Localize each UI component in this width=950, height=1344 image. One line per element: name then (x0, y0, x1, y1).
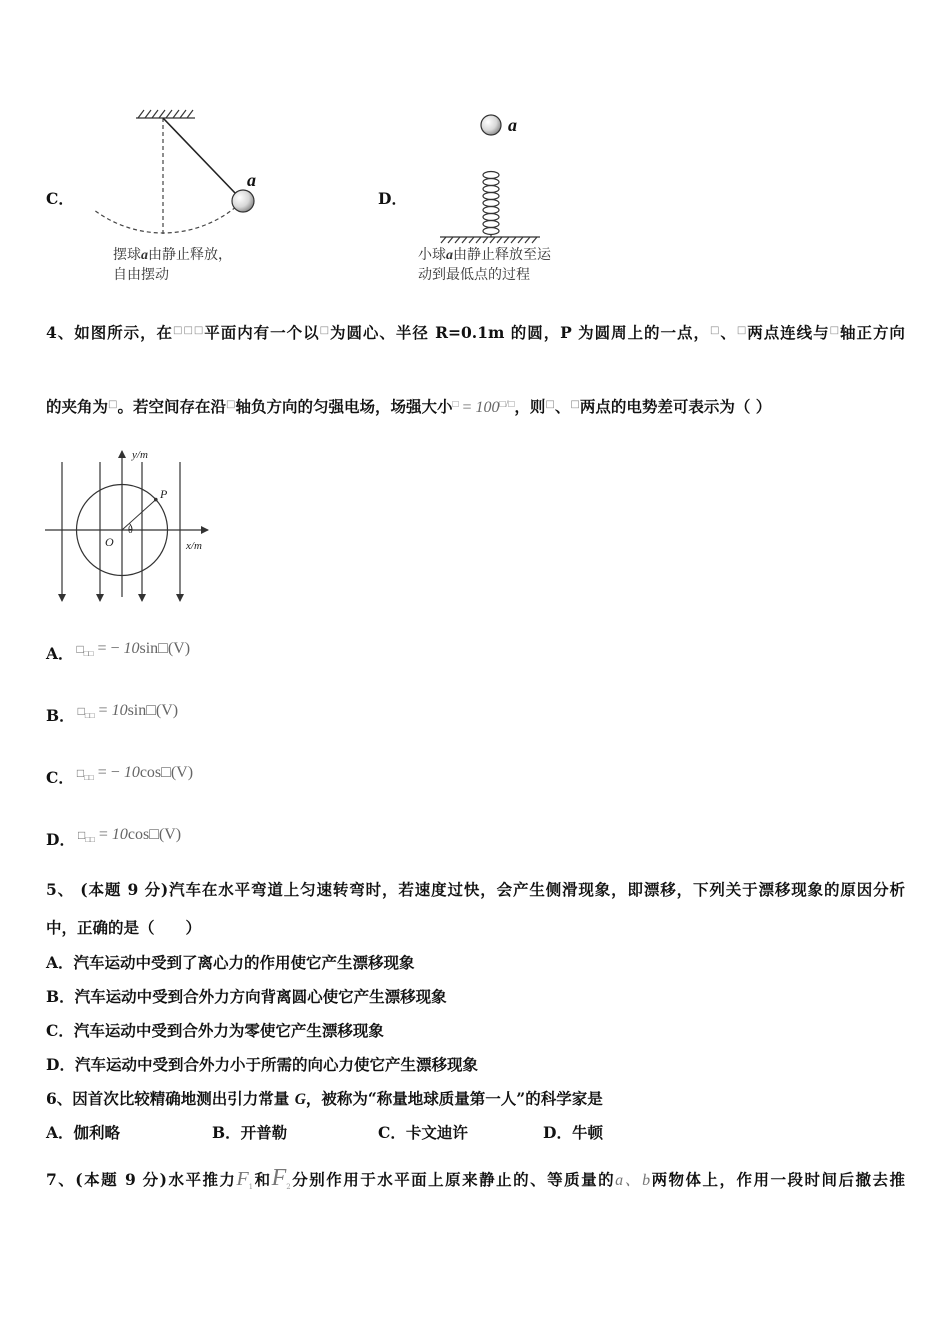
caption-var: a (446, 248, 453, 263)
q5-stem-line1: 5、 (本题 9 分)汽车在水平弯道上匀速转弯时，若速度过快，会产生侧滑现象，即漂移，下列关于漂移现象的原因分析 (46, 880, 905, 899)
q7-stem-line1 (46, 1165, 905, 1191)
trig-function: cos□ (139, 764, 171, 781)
trig-function: sin□ (139, 640, 168, 657)
option-label: A． (46, 953, 74, 972)
pendulum-figure (90, 100, 270, 245)
caption-var: a (141, 248, 148, 263)
caption-text: 小球 (418, 247, 446, 263)
stem-text: 两点连线与 (747, 323, 830, 342)
stem-text: 为圆心、半径 R=0.1m 的圆，P 为圆周上的一点， (329, 323, 710, 342)
q4-option-a (46, 640, 191, 670)
field-value: 100 (475, 399, 500, 416)
option-label: D． (543, 1123, 572, 1142)
force-f2-subscript: 2 (286, 1183, 291, 1191)
missing-glyph-subscript: □□ (84, 711, 95, 720)
field-strength-expression (452, 399, 514, 416)
stem-text: 的夹角为 (46, 397, 109, 416)
unit: (V) (158, 826, 182, 843)
option-expression (78, 702, 179, 719)
option-text: 卡文迪许 (405, 1123, 468, 1142)
stem-text: 两点的电势差可表示为（ ） (579, 397, 772, 416)
missing-glyph: □ (452, 399, 459, 410)
unit: (V) (170, 764, 194, 781)
option-text: 汽车运动中受到合外力小于所需的向心力使它产生漂移现象 (74, 1055, 478, 1074)
option-text: 牛顿 (571, 1123, 603, 1142)
field-unit: □/□ (499, 399, 515, 410)
missing-glyph-subscript: □□ (83, 649, 94, 658)
equals-sign: = (462, 399, 472, 416)
missing-glyph: □ (77, 704, 85, 718)
option-label: C． (46, 1021, 74, 1040)
point-p (154, 498, 158, 502)
ceiling-hatch (136, 110, 195, 118)
pendulum-caption-line1 (113, 246, 232, 265)
caption-text: 摆球 (113, 247, 141, 263)
stem-text: 4、如图所示，在 (46, 323, 174, 342)
trig-function: cos□ (127, 826, 159, 843)
stem-text: 分别作用于水平面上原来静止的、等质量的 (290, 1170, 616, 1189)
q6-stem (46, 1089, 603, 1110)
swing-arc-dashed (95, 201, 243, 233)
option-text: 汽车运动中受到了离心力的作用使它产生漂移现象 (73, 953, 415, 972)
stem-text: 6、因首次比较精确地测出引力常量 (46, 1089, 295, 1108)
force-f1-subscript: 1 (248, 1183, 254, 1191)
gravity-constant-symbol: G (294, 1091, 306, 1108)
pendulum-caption-line2: 自由摆动 (113, 267, 169, 283)
spring-caption-line2: 动到最低点的过程 (418, 267, 530, 283)
option-label: B． (46, 987, 75, 1006)
caption-text: 由静止释放至运 (453, 247, 551, 263)
option-label: C． (46, 768, 74, 787)
q4-stem-line2 (46, 397, 771, 420)
caption-text: 由静止释放， (148, 247, 232, 263)
equals-sign: = (98, 826, 108, 843)
q5-option-d (46, 1055, 478, 1075)
q5-option-c (46, 1021, 384, 1041)
stem-text: 和 (253, 1170, 272, 1189)
option-text: 开普勒 (240, 1123, 288, 1142)
stem-text: 、 (720, 323, 737, 342)
force-f1-symbol: F (236, 1168, 249, 1190)
q6-option-c (378, 1123, 468, 1143)
option-c-label: C． (46, 189, 74, 208)
option-label: D． (46, 830, 75, 849)
q6-option-a (46, 1123, 120, 1143)
missing-glyph: □ (225, 399, 236, 410)
q5-option-b (46, 987, 447, 1007)
falling-ball (481, 115, 501, 135)
x-axis-label: x/m (186, 540, 202, 552)
y-axis-label: y/m (132, 449, 148, 461)
unit: (V) (155, 702, 179, 719)
stem-text: 轴正方向 (840, 323, 905, 342)
ball-a-label: a (247, 170, 256, 190)
equals-sign: = (98, 702, 108, 719)
missing-glyph: □ (76, 642, 84, 656)
q4-field-figure (40, 445, 220, 610)
option-expression (78, 826, 181, 843)
option-expression (77, 764, 193, 781)
stem-text: 、 (554, 397, 571, 416)
q4-stem-line1 (46, 323, 905, 346)
spring-caption-line1 (418, 246, 551, 265)
option-label: D． (46, 1055, 75, 1074)
q5-stem-line2: 中，正确的是（ ） (46, 918, 202, 937)
stem-text: 。若空间存在沿 (117, 397, 226, 416)
missing-glyph: □ (76, 766, 85, 780)
stem-text: 两物体上，作用一段时间后撤去推 (650, 1170, 905, 1189)
missing-glyph: □ (77, 828, 86, 842)
pendulum-ball (232, 190, 254, 212)
option-label: A． (46, 644, 74, 663)
q5-option-a (46, 953, 415, 973)
trig-function: sin□ (127, 702, 156, 719)
angle-theta-label: θ (128, 525, 133, 536)
option-label: A． (46, 1123, 74, 1142)
missing-glyph: □ (829, 325, 841, 336)
option-d-label: D． (378, 189, 407, 208)
objects-ab-symbols: a、b (615, 1172, 651, 1189)
option-expression (77, 640, 191, 657)
spring-figure (420, 100, 560, 245)
option-label: B． (46, 706, 75, 725)
missing-glyph: □ (319, 325, 330, 336)
spring-coils (483, 172, 499, 238)
coefficient: 10 (111, 826, 128, 843)
coefficient: 10 (123, 640, 140, 657)
q6-option-b (212, 1123, 287, 1143)
missing-glyph-subscript: □□ (84, 773, 94, 782)
origin-o-label: O (105, 535, 114, 549)
option-label: C． (378, 1123, 406, 1142)
option-text: 伽利略 (73, 1123, 121, 1142)
q6-option-d (543, 1123, 603, 1143)
stem-text: 7、(本题 9 分)水平推力 (46, 1170, 237, 1189)
missing-glyph: □ (108, 399, 118, 410)
coefficient: 10 (123, 764, 140, 781)
missing-glyph: □ (570, 399, 580, 410)
coefficient: 10 (111, 702, 128, 719)
option-text: 汽车运动中受到合外力为零使它产生漂移现象 (73, 1021, 384, 1040)
option-text: 汽车运动中受到合外力方向背离圆心使它产生漂移现象 (74, 987, 447, 1006)
q4-option-d (46, 826, 182, 856)
option-label: B． (212, 1123, 241, 1142)
point-p-label: P (160, 487, 168, 501)
missing-glyph: □ (545, 399, 555, 410)
missing-glyph: □ (709, 325, 721, 336)
stem-text: ，则 (514, 397, 546, 416)
force-f2-symbol: F (271, 1165, 287, 1191)
stem-text: 平面内有一个以 (204, 323, 320, 342)
stem-text: ，被称为“称量地球质量第一人”的科学家是 (305, 1089, 603, 1108)
pendulum-string (163, 118, 236, 194)
equals-sign: = − (97, 640, 120, 657)
ball-a-label: a (508, 115, 517, 135)
equals-sign: = − (97, 764, 120, 781)
stem-text: 轴负方向的匀强电场，场强大小 (235, 397, 453, 416)
ground-hatch (440, 237, 540, 243)
q4-option-c (46, 764, 194, 794)
missing-glyph: □ (736, 325, 748, 336)
unit: (V) (167, 640, 191, 657)
missing-glyph-subscript: □□ (85, 835, 95, 844)
q4-option-b (46, 702, 179, 732)
missing-glyph: □□□ (173, 325, 205, 336)
